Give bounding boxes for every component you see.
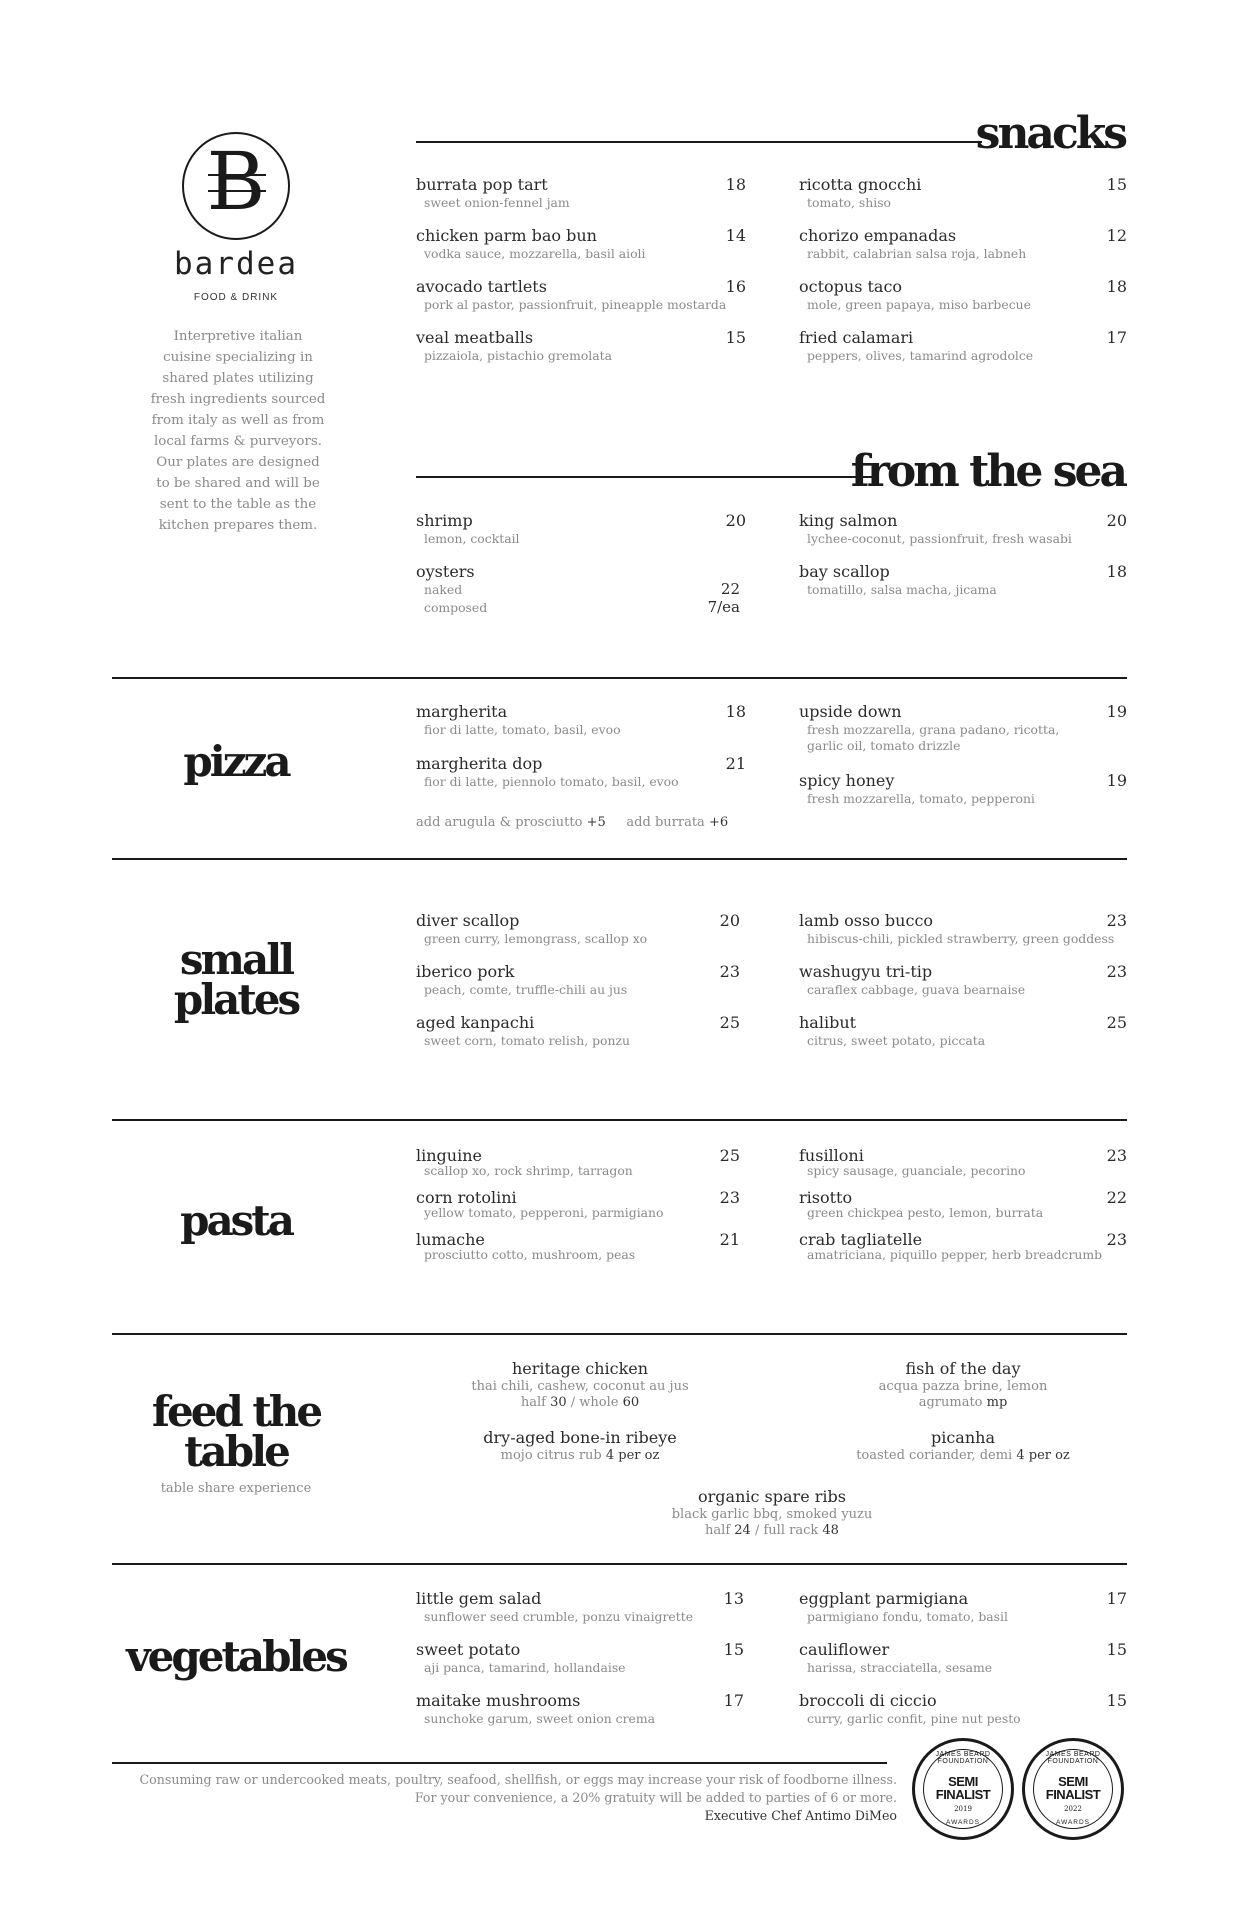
footer-rule — [112, 1762, 887, 1764]
menu-item: linguine 25 scallop xo, rock shrimp, tarragon — [416, 1146, 740, 1178]
menu-item: king salmon 20 lychee-coconut, passionfruit, fresh wasabi — [799, 511, 1127, 546]
menu-item: washugyu tri-tip 23 caraflex cabbage, guava bearnaise — [799, 962, 1127, 997]
footer-chef: Executive Chef Antimo DiMeo — [704, 1808, 897, 1823]
vegetables-heading: vegetables — [126, 1632, 346, 1681]
menu-item: spicy honey 19 fresh mozzarella, tomato, pepperoni — [799, 771, 1127, 806]
footer-warning: Consuming raw or undercooked meats, poultry, seafood, shellfish, or eggs may increase your risk of foodborne illness. — [139, 1772, 897, 1787]
award-seal: JAMES BEARD FOUNDATION SEMI FINALIST 2022 AWARDS — [1022, 1738, 1124, 1840]
menu-item: broccoli di ciccio 15 curry, garlic confit, pine nut pesto — [799, 1691, 1127, 1726]
menu-item: ricotta gnocchi 15 tomato, shiso — [799, 175, 1127, 210]
snacks-rule — [416, 141, 982, 143]
snacks-heading: snacks — [975, 108, 1125, 159]
menu-item: fried calamari 17 peppers, olives, tamarind agrodolce — [799, 328, 1127, 363]
pizza-addons: add arugula & prosciutto +5 add burrata +6 — [416, 815, 729, 830]
feed-subtitle: table share experience — [160, 1481, 312, 1496]
menu-item: veal meatballs 15 pizzaiola, pistachio gremolata — [416, 328, 746, 363]
logo-letter: B — [206, 135, 266, 228]
menu-item: cauliflower 15 harissa, stracciatella, sesame — [799, 1640, 1127, 1675]
footer-gratuity: For your convenience, a 20% gratuity will be added to parties of 6 or more. — [414, 1790, 897, 1805]
pizza-heading: pizza — [183, 737, 289, 786]
small-plates-heading: small plates — [173, 935, 299, 1024]
pizza-rule — [112, 677, 1127, 679]
menu-item: shrimp 20 lemon, cocktail — [416, 511, 746, 546]
menu-item: sweet potato 15 aji panca, tamarind, hollandaise — [416, 1640, 744, 1675]
menu-item: iberico pork 23 peach, comte, truffle-chili au jus — [416, 962, 740, 997]
pasta-heading: pasta — [180, 1196, 292, 1245]
sea-heading: from the sea — [850, 446, 1125, 497]
brand-name: bardea — [174, 246, 298, 282]
feed-item-fish: fish of the day acqua pazza brine, lemon agrumato mp — [878, 1359, 1048, 1410]
menu-item: risotto 22 green chickpea pesto, lemon, burrata — [799, 1188, 1127, 1220]
menu-item: corn rotolini 23 yellow tomato, pepperoni, parmigiano — [416, 1188, 740, 1220]
menu-item: upside down 19 fresh mozzarella, grana padano, ricotta, garlic oil, tomato drizzle — [799, 702, 1127, 753]
feed-rule — [112, 1333, 1127, 1335]
feed-item-ribeye: dry-aged bone-in ribeye mojo citrus rub 4 per oz — [483, 1428, 677, 1463]
menu-item-oysters: oysters naked 22 composed 7/ea — [416, 562, 740, 616]
brand-subtitle: FOOD & DRINK — [193, 292, 279, 303]
menu-item: little gem salad 13 sunflower seed crumble, ponzu vinaigrette — [416, 1589, 744, 1624]
pasta-rule — [112, 1119, 1127, 1121]
menu-item: halibut 25 citrus, sweet potato, piccata — [799, 1013, 1127, 1048]
menu-item: crab tagliatelle 23 amatriciana, piquillo pepper, herb breadcrumb — [799, 1230, 1127, 1262]
menu-item: maitake mushrooms 17 sunchoke garum, sweet onion crema — [416, 1691, 744, 1726]
small-plates-rule — [112, 858, 1127, 860]
menu-item: margherita 18 fior di latte, tomato, basil, evoo — [416, 702, 746, 737]
award-seal: JAMES BEARD FOUNDATION SEMI FINALIST 2019 AWARDS — [912, 1738, 1014, 1840]
menu-item: burrata pop tart 18 sweet onion-fennel jam — [416, 175, 746, 210]
menu-item: octopus taco 18 mole, green papaya, miso barbecue — [799, 277, 1127, 312]
intro-text: Interpretive italian cuisine specializing in shared plates utilizing fresh ingredients sourced from italy as well as from local farms & purveyors. Our plates are designed to be shared and will be sent to the table as the kitchen prepares them. — [150, 329, 326, 533]
menu-item: fusilloni 23 spicy sausage, guanciale, pecorino — [799, 1146, 1127, 1178]
menu-item: lamb osso bucco 23 hibiscus-chili, pickled strawberry, green goddess — [799, 911, 1127, 946]
feed-item-ribs: organic spare ribs black garlic bbq, smoked yuzu half 24 / full rack 48 — [671, 1487, 873, 1538]
feed-item-picanha: picanha toasted coriander, demi 4 per oz — [856, 1428, 1070, 1463]
footer-notes — [137, 1771, 897, 1825]
vegetables-rule — [112, 1563, 1127, 1565]
menu-item: aged kanpachi 25 sweet corn, tomato relish, ponzu — [416, 1013, 740, 1048]
menu-item: avocado tartlets 16 pork al pastor, passionfruit, pineapple mostarda — [416, 277, 746, 312]
menu-item: chorizo empanadas 12 rabbit, calabrian salsa roja, labneh — [799, 226, 1127, 261]
menu-item: bay scallop 18 tomatillo, salsa macha, jicama — [799, 562, 1127, 597]
sea-rule — [416, 476, 876, 478]
menu-item: lumache 21 prosciutto cotto, mushroom, peas — [416, 1230, 740, 1262]
feed-heading: feed the table — [151, 1387, 321, 1476]
menu-item: diver scallop 20 green curry, lemongrass, scallop xo — [416, 911, 740, 946]
feed-item-chicken: heritage chicken thai chili, cashew, coconut au jus half 30 / whole 60 — [471, 1359, 689, 1410]
menu-item: eggplant parmigiana 17 parmigiano fondu, tomato, basil — [799, 1589, 1127, 1624]
menu-item: margherita dop 21 fior di latte, piennolo tomato, basil, evoo — [416, 754, 746, 789]
menu-item: chicken parm bao bun 14 vodka sauce, mozzarella, basil aioli — [416, 226, 746, 261]
